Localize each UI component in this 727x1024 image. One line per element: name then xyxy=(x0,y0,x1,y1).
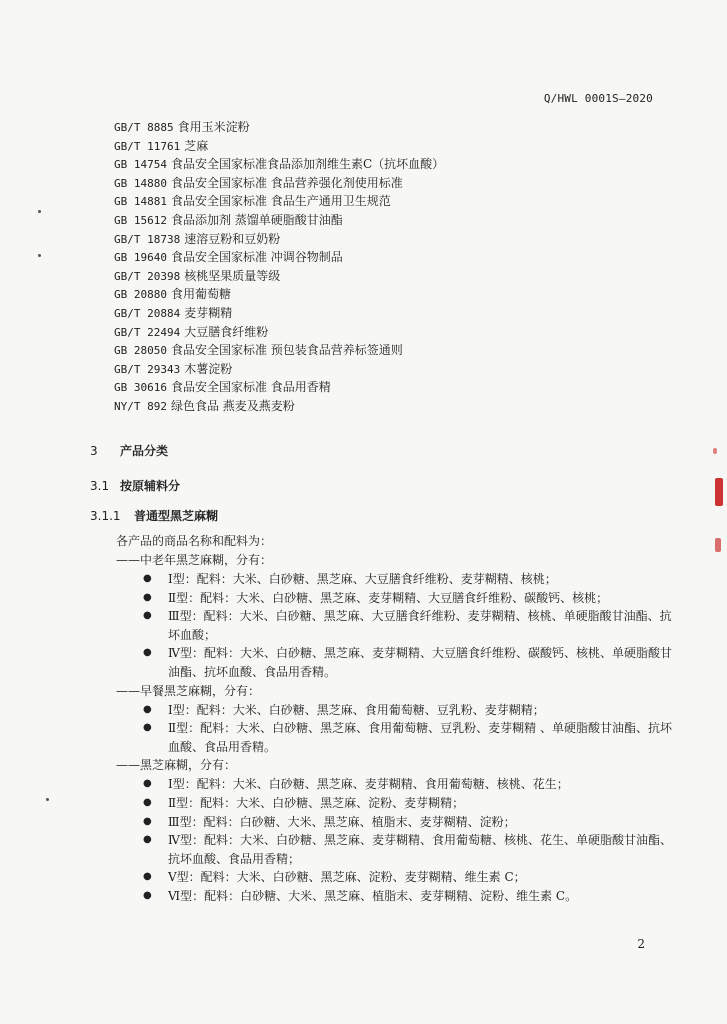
product-type-text: Ⅰ型：配料：大米、白砂糖、黑芝麻、麦芽糊精、食用葡萄糖、核桃、花生； xyxy=(168,777,569,792)
reference-code: GB/T 11761 xyxy=(114,139,181,153)
product-type-text: Ⅵ型：配料：白砂糖、大米、黑芝麻、植脂末、麦芽糊精、淀粉、维生素 C。 xyxy=(168,888,578,903)
bullet-icon: ● xyxy=(143,871,152,883)
section-3-1-heading xyxy=(90,477,180,494)
reference-code: GB 14881 xyxy=(114,195,167,209)
product-type-item xyxy=(116,719,676,756)
product-type-item xyxy=(116,831,676,868)
scan-speck xyxy=(38,210,41,213)
product-groups xyxy=(116,551,676,906)
product-type-item xyxy=(116,607,676,644)
product-type-item xyxy=(116,813,676,832)
reference-title: 食品添加剂 蒸馏单硬脂酸甘油酯 xyxy=(170,212,343,227)
reference-title: 食用玉米淀粉 xyxy=(177,120,250,134)
bullet-icon: ● xyxy=(143,722,152,734)
product-type-list xyxy=(116,701,676,757)
stamp-fragment xyxy=(715,538,721,552)
scan-speck xyxy=(46,798,49,801)
product-group-title: ——早餐黑芝麻糊，分有： xyxy=(116,683,261,698)
stamp-fragment xyxy=(715,478,723,506)
bullet-icon: ● xyxy=(143,778,152,790)
reference-title: 食品安全国家标准 预包装食品营养标签通则 xyxy=(170,343,403,358)
reference-code: GB/T 20398 xyxy=(114,269,181,283)
section-title: 按原辅料分 xyxy=(120,479,181,493)
reference-item xyxy=(114,360,674,379)
normative-references-list xyxy=(114,118,674,416)
product-type-text: Ⅲ型：配料：大米、白砂糖、黑芝麻、大豆膳食纤维粉、麦芽糊精、核桃、单硬脂酸甘油酯、抗坏血酸； xyxy=(168,609,672,642)
product-type-item xyxy=(116,887,676,906)
reference-title: 木薯淀粉 xyxy=(184,361,233,376)
reference-title: 食品安全国家标准 冲调谷物制品 xyxy=(170,250,343,265)
reference-item xyxy=(114,341,674,360)
product-type-item xyxy=(116,589,676,608)
reference-code: GB/T 22494 xyxy=(114,325,181,339)
reference-code: NY/T 892 xyxy=(114,399,167,413)
reference-item xyxy=(114,304,674,323)
stamp-fragment xyxy=(713,448,717,454)
product-type-item xyxy=(116,570,676,589)
reference-item xyxy=(114,230,674,249)
intro-text: 各产品的商品名称和配料为： xyxy=(116,534,273,548)
product-type-item xyxy=(116,868,676,887)
product-type-text: Ⅱ型：配料：大米、白砂糖、黑芝麻、麦芽糊精、大豆膳食纤维粉、碳酸钙、核桃； xyxy=(168,590,609,605)
reference-code: GB 20880 xyxy=(114,288,167,302)
product-type-text: Ⅳ型：配料：大米、白砂糖、黑芝麻、麦芽糊精、食用葡萄糖、核桃、花生、单硬脂酸甘油酯、抗坏血酸、食品用香精； xyxy=(168,833,672,866)
reference-item xyxy=(114,285,674,304)
reference-title: 核桃坚果质量等级 xyxy=(184,268,281,283)
bullet-icon: ● xyxy=(143,796,152,808)
product-type-list xyxy=(116,570,676,682)
product-composition-body xyxy=(116,532,676,906)
section-number: 3 xyxy=(90,444,98,458)
bullet-icon: ● xyxy=(143,610,152,622)
reference-code: GB/T 29343 xyxy=(114,362,181,376)
document-code: Q/HWL 0001S—2020 xyxy=(543,92,653,105)
product-type-text: Ⅲ型：配料：白砂糖、大米、黑芝麻、植脂末、麦芽糊精、淀粉； xyxy=(168,814,516,829)
product-type-item xyxy=(116,775,676,794)
reference-item xyxy=(114,378,674,397)
product-type-text: Ⅰ型：配料：大米、白砂糖、黑芝麻、食用葡萄糖、豆乳粉、麦芽糊精； xyxy=(168,702,545,717)
reference-item xyxy=(114,155,674,174)
reference-item xyxy=(114,248,674,267)
reference-item xyxy=(114,397,674,416)
reference-code: GB 14754 xyxy=(114,158,167,172)
reference-code: GB/T 8885 xyxy=(114,121,174,134)
section-title: 产品分类 xyxy=(120,444,169,458)
bullet-icon: ● xyxy=(143,815,152,827)
bullet-icon: ● xyxy=(143,591,152,603)
section-3-1-1-heading xyxy=(90,507,218,524)
reference-title: 食用葡萄糖 xyxy=(170,287,231,302)
product-type-text: Ⅱ型：配料：大米、白砂糖、黑芝麻、淀粉、麦芽糊精； xyxy=(168,795,465,810)
bullet-icon: ● xyxy=(143,573,152,584)
section-3-heading xyxy=(90,442,168,459)
reference-code: GB 28050 xyxy=(114,344,167,358)
reference-code: GB 19640 xyxy=(114,251,167,265)
reference-item xyxy=(114,137,674,156)
reference-title: 速溶豆粉和豆奶粉 xyxy=(184,231,281,246)
reference-title: 麦芽糊精 xyxy=(184,305,233,320)
product-type-item xyxy=(116,701,676,720)
reference-item xyxy=(114,174,674,193)
product-type-text: Ⅳ型：配料：大米、白砂糖、黑芝麻、麦芽糊精、大豆膳食纤维粉、碳酸钙、核桃、单硬脂酸甘油酯、抗坏血酸、食品用香精。 xyxy=(168,646,672,679)
section-number: 3.1 xyxy=(90,479,110,493)
product-group-title: ——中老年黑芝麻糊，分有： xyxy=(116,553,273,567)
reference-code: GB 14880 xyxy=(114,176,167,190)
scan-speck xyxy=(38,254,41,257)
product-type-text: Ⅴ型：配料：大米、白砂糖、黑芝麻、淀粉、麦芽糊精、维生素 C； xyxy=(168,870,526,885)
section-title: 普通型黑芝麻糊 xyxy=(134,509,219,523)
reference-title: 食品安全国家标准 食品生产通用卫生规范 xyxy=(170,194,391,209)
reference-item xyxy=(114,211,674,230)
product-type-text: Ⅱ型：配料：大米、白砂糖、黑芝麻、食用葡萄糖、豆乳粉、麦芽糊精 、单硬脂酸甘油酯、抗坏血酸、食品用香精。 xyxy=(168,721,672,754)
product-type-text: Ⅰ型：配料：大米、白砂糖、黑芝麻、大豆膳食纤维粉、麦芽糊精、核桃； xyxy=(168,572,557,586)
section-number: 3.1.1 xyxy=(90,509,121,523)
reference-item xyxy=(114,323,674,342)
reference-title: 芝麻 xyxy=(184,138,209,153)
reference-item xyxy=(114,192,674,211)
bullet-icon: ● xyxy=(143,889,152,901)
reference-code: GB 30616 xyxy=(114,381,167,395)
reference-title: 食品安全国家标准食品添加剂维生素C（抗坏血酸） xyxy=(170,157,445,172)
product-type-list xyxy=(116,775,676,905)
bullet-icon: ● xyxy=(143,647,152,659)
reference-item xyxy=(114,267,674,286)
product-type-item xyxy=(116,794,676,813)
product-group-title: ——黑芝麻糊，分有： xyxy=(116,758,237,773)
reference-title: 绿色食品 燕麦及燕麦粉 xyxy=(170,398,295,413)
bullet-icon: ● xyxy=(143,834,152,846)
reference-code: GB/T 18738 xyxy=(114,232,181,246)
reference-title: 食品安全国家标准 食品营养强化剂使用标准 xyxy=(170,175,403,190)
reference-item xyxy=(114,118,674,137)
reference-title: 大豆膳食纤维粉 xyxy=(184,324,269,339)
reference-title: 食品安全国家标准 食品用香精 xyxy=(170,380,331,395)
reference-code: GB 15612 xyxy=(114,213,167,227)
bullet-icon: ● xyxy=(143,703,152,715)
page-number: 2 xyxy=(637,937,645,951)
product-type-item xyxy=(116,644,676,681)
reference-code: GB/T 20884 xyxy=(114,306,181,320)
